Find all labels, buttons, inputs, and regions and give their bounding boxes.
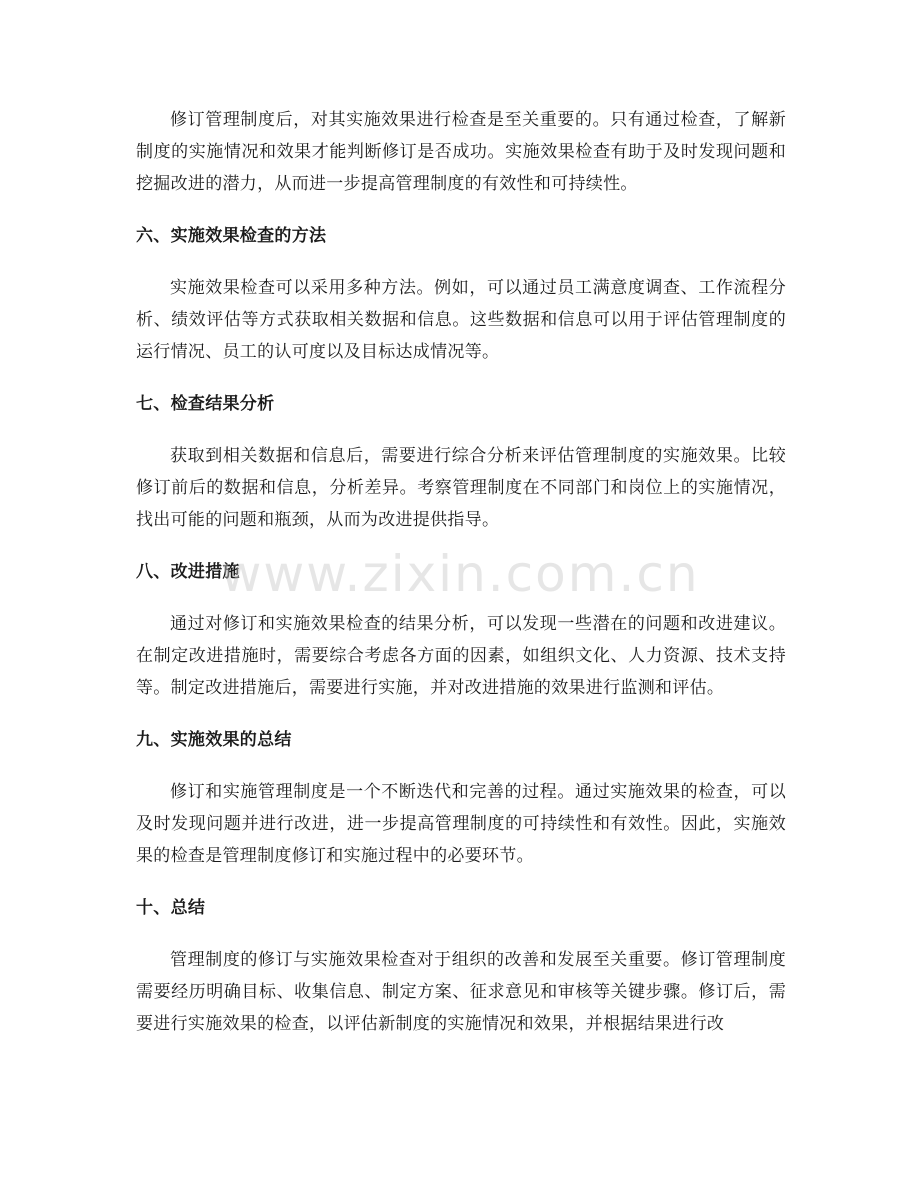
document-body: [136, 104, 786, 1040]
watermark-text: www.zixin.com.cn: [220, 545, 700, 603]
heading-section-6: 六、实施效果检查的方法: [136, 226, 327, 246]
paragraph-section-9: 修订和实施管理制度是一个不断迭代和完善的过程。通过实施效果的检查，可以及时发现问题并进行改进，进一步提高管理制度的可持续性和有效性。因此，实施效果的检查是管理制度修订和实施过程中的必要环节。: [136, 782, 786, 866]
heading-section-9: 九、实施效果的总结: [136, 730, 292, 750]
paragraph-section-8: 通过对修订和实施效果检查的结果分析，可以发现一些潜在的问题和改进建议。在制定改进措施时，需要综合考虑各方面的因素，如组织文化、人力资源、技术支持等。制定改进措施后，需要进行实施，并对改进措施的效果进行监测和评估。: [136, 614, 786, 698]
paragraph-section-6: 实施效果检查可以采用多种方法。例如，可以通过员工满意度调查、工作流程分析、绩效评估等方式获取相关数据和信息。这些数据和信息可以用于评估管理制度的运行情况、员工的认可度以及目标达成情况等。: [136, 278, 786, 362]
heading-section-7: 七、检查结果分析: [136, 394, 275, 414]
heading-section-8: 八、改进措施: [136, 562, 240, 582]
paragraph-section-7: 获取到相关数据和信息后，需要进行综合分析来评估管理制度的实施效果。比较修订前后的数据和信息，分析差异。考察管理制度在不同部门和岗位上的实施情况，找出可能的问题和瓶颈，从而为改进提供指导。: [136, 446, 786, 530]
paragraph-section-10: 管理制度的修订与实施效果检查对于组织的改善和发展至关重要。修订管理制度需要经历明确目标、收集信息、制定方案、征求意见和审核等关键步骤。修订后，需要进行实施效果的检查，以评估新制度的实施情况和效果，并根据结果进行改: [136, 950, 786, 1034]
heading-section-10: 十、总结: [136, 898, 206, 918]
paragraph-intro: 修订管理制度后，对其实施效果进行检查是至关重要的。只有通过检查，了解新制度的实施情况和效果才能判断修订是否成功。实施效果检查有助于及时发现问题和挖掘改进的潜力，从而进一步提高管理制度的有效性和可持续性。: [136, 110, 786, 194]
